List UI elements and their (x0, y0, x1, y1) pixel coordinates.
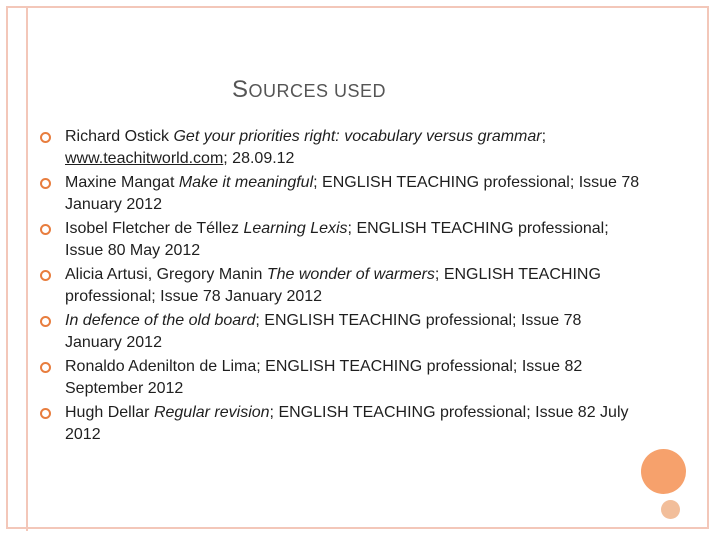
source-link[interactable]: www.teachitworld.com (65, 150, 224, 167)
source-title: The wonder of warmers (266, 266, 435, 283)
decorative-circle-large (641, 449, 686, 494)
bullet-circle-icon (40, 132, 51, 143)
source-author: Hugh Dellar (65, 404, 154, 421)
source-details: ; ENGLISH TEACHING professional; Issue 78 January 2012 (65, 266, 601, 305)
title-initial: S (232, 76, 249, 103)
bullet-circle-icon (40, 270, 51, 281)
source-author: Ronaldo Adenilton de Lima (65, 358, 257, 375)
source-details: ; 28.09.12 (223, 150, 295, 167)
source-item-5 (40, 310, 640, 354)
sources-list (40, 126, 640, 448)
source-item-2 (40, 172, 640, 216)
source-item-6 (40, 356, 640, 400)
source-title: Learning Lexis (243, 220, 348, 237)
bullet-circle-icon (40, 362, 51, 373)
source-details: ; ENGLISH TEACHING professional; Issue 82 July 2012 (65, 404, 629, 443)
source-author: Alicia Artusi, Gregory Manin (65, 266, 267, 283)
source-details: ; ENGLISH TEACHING professional; Issue 80 May 2012 (65, 220, 609, 259)
source-title: Get your priorities right: vocabulary versus grammar (173, 128, 542, 145)
source-author: Richard Ostick (65, 128, 174, 145)
bullet-circle-icon (40, 316, 51, 327)
left-border-rule (26, 6, 28, 531)
source-separator: ; (541, 128, 547, 145)
bullet-circle-icon (40, 224, 51, 235)
source-item-1 (40, 126, 640, 170)
source-details: ; ENGLISH TEACHING professional; Issue 78 January 2012 (65, 174, 640, 213)
source-author: Isobel Fletcher de Téllez (65, 220, 244, 237)
source-item-4 (40, 264, 640, 308)
title-rest: OURCES USED (248, 81, 387, 101)
source-title: Regular revision (153, 404, 270, 421)
decorative-circle-small (661, 500, 680, 519)
slide-title (232, 76, 386, 108)
source-item-3 (40, 218, 640, 262)
source-title: In defence of the old board (65, 312, 256, 329)
source-details: ; ENGLISH TEACHING professional; Issue 82 September 2012 (65, 358, 583, 397)
source-title: Make it meaningful (178, 174, 314, 191)
source-author: Maxine Mangat (65, 174, 179, 191)
bullet-circle-icon (40, 178, 51, 189)
source-item-7 (40, 402, 640, 446)
bullet-circle-icon (40, 408, 51, 419)
source-details: ; ENGLISH TEACHING professional; Issue 78 January 2012 (65, 312, 582, 351)
